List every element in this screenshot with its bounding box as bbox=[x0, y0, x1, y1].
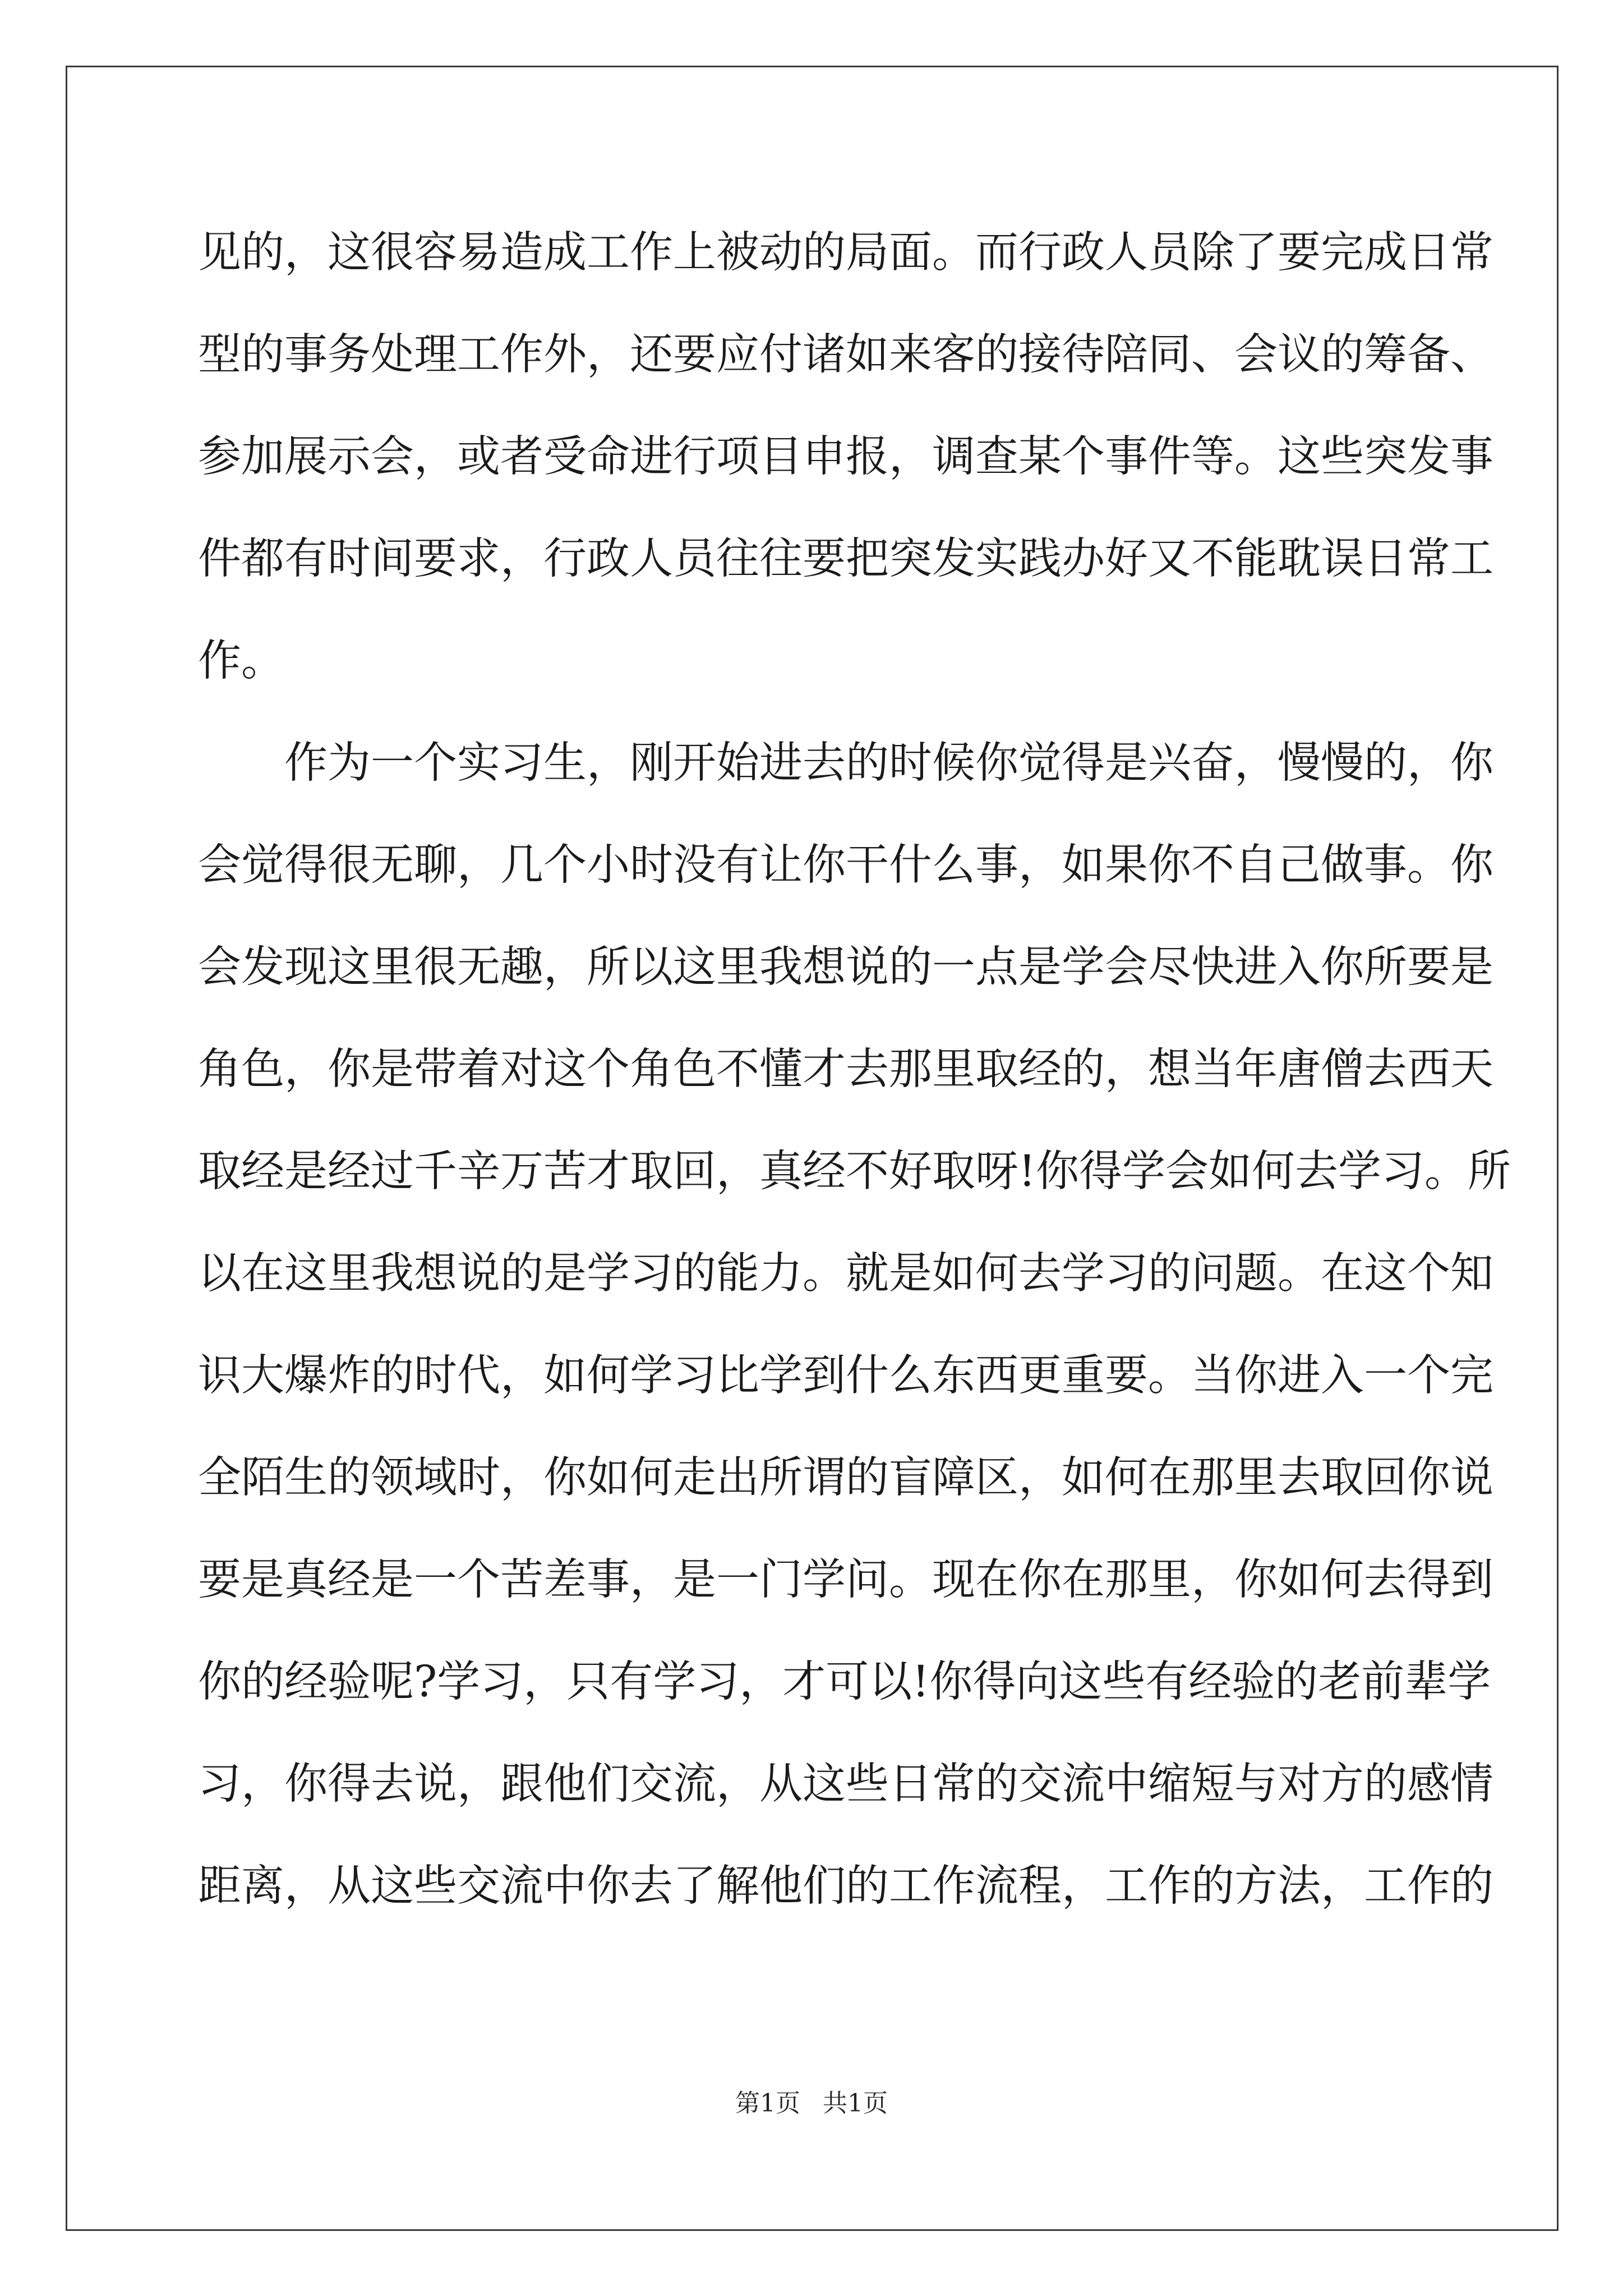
text-line: 件都有时间要求，行政人员往往要把突发实践办好又不能耽误日常工 bbox=[198, 534, 1493, 584]
text-line: 习，你得去说，跟他们交流，从这些日常的交流中缩短与对方的感情 bbox=[198, 1759, 1493, 1809]
page-number: 第1页 bbox=[735, 2089, 800, 2118]
text-line: 识大爆炸的时代，如何学习比学到什么东西更重要。当你进入一个完 bbox=[198, 1351, 1493, 1401]
text-line: 型的事务处理工作外，还要应付诸如来客的接待陪同、会议的筹备、 bbox=[198, 330, 1493, 380]
page-total: 共1页 bbox=[823, 2089, 888, 2118]
page-footer bbox=[0, 2087, 1623, 2120]
text-line: 参加展示会，或者受命进行项目申报，调查某个事件等。这些突发事 bbox=[198, 432, 1493, 482]
text-line: 距离，从这些交流中你去了解他们的工作流程，工作的方法，工作的 bbox=[198, 1861, 1493, 1911]
text-line: 全陌生的领域时，你如何走出所谓的盲障区，如何在那里去取回你说 bbox=[198, 1453, 1493, 1503]
text-line: 会发现这里很无趣，所以这里我想说的一点是学会尽快进入你所要是 bbox=[198, 942, 1493, 992]
text-line: 取经是经过千辛万苦才取回，真经不好取呀!你得学会如何去学习。所 bbox=[198, 1147, 1511, 1197]
text-line: 作为一个实习生，刚开始进去的时候你觉得是兴奋，慢慢的，你 bbox=[284, 738, 1493, 788]
document-body bbox=[198, 202, 1511, 1938]
text-line: 见的，这很容易造成工作上被动的局面。而行政人员除了要完成日常 bbox=[198, 228, 1493, 278]
paragraph-2 bbox=[198, 712, 1511, 1938]
text-line: 会觉得很无聊，几个小时没有让你干什么事，如果你不自己做事。你 bbox=[198, 840, 1493, 890]
paragraph-1 bbox=[198, 202, 1493, 712]
text-line: 以在这里我想说的是学习的能力。就是如何去学习的问题。在这个知 bbox=[198, 1249, 1493, 1299]
text-line: 角色，你是带着对这个角色不懂才去那里取经的，想当年唐僧去西天 bbox=[198, 1045, 1493, 1094]
text-line: 要是真经是一个苦差事，是一门学问。现在你在那里，你如何去得到 bbox=[198, 1555, 1493, 1605]
text-line: 作。 bbox=[198, 636, 284, 686]
text-line: 你的经验呢?学习，只有学习，才可以!你得向这些有经验的老前辈学 bbox=[198, 1657, 1491, 1707]
